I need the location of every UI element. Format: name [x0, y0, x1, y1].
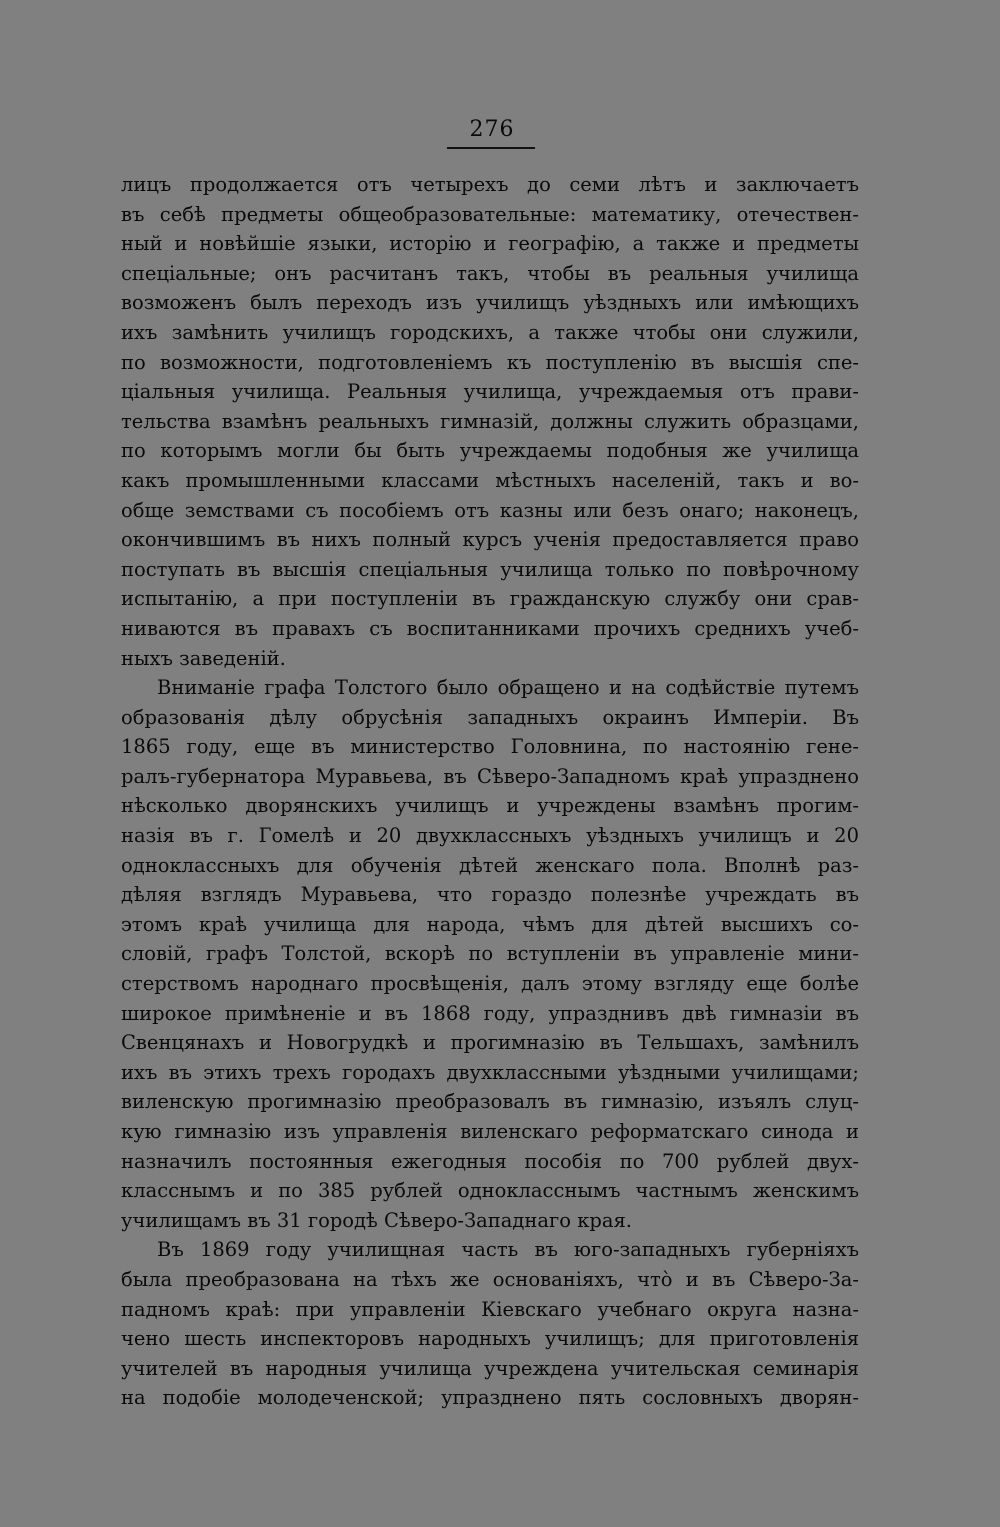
- text-line: окончившимъ въ нихъ полный курсъ ученія предоставляется право: [121, 528, 859, 552]
- text-line: въ себѣ предметы общеобразовательные: математику, отечествен-: [121, 202, 859, 226]
- text-line: широкое примѣненіе и въ 1868 году, упразднивъ двѣ гимназіи въ: [121, 1001, 859, 1025]
- text-line: ралъ-губернатора Муравьева, въ Сѣверо-Западномъ краѣ упразднено: [121, 764, 859, 788]
- text-line: дѣляя взглядъ Муравьева, что гораздо полезнѣе учреждать въ: [121, 883, 859, 907]
- text-line: ныхъ заведеній.: [121, 646, 286, 670]
- text-line: чено шесть инспекторовъ народныхъ училищъ; для приготовленія: [121, 1327, 859, 1351]
- text-line: класснымъ и по 385 рублей однокласснымъ частнымъ женскимъ: [121, 1179, 859, 1203]
- text-line: образованія дѣлу обрусѣнія западныхъ окраинъ Имперіи. Въ: [121, 705, 859, 729]
- paragraph: [121, 673, 859, 1235]
- text-line: возможенъ былъ переходъ изъ училищъ уѣздныхъ или имѣющихъ: [121, 291, 859, 315]
- text-line: виленскую прогимназію преобразовалъ въ гимназію, изъялъ слуц-: [121, 1090, 859, 1114]
- text-line: по которымъ могли бы быть учреждаемы подобныя же училища: [121, 439, 859, 463]
- text-line: по возможности, подготовленіемъ къ поступленію въ высшія спе-: [121, 350, 859, 374]
- text-line: ихъ въ этихъ трехъ городахъ двухклассными уѣздными училищами;: [121, 1060, 859, 1084]
- page-number-rule: [447, 147, 535, 149]
- paragraph: [121, 1235, 859, 1413]
- text-line: одноклассныхъ для обученія дѣтей женскаго пола. Вполнѣ раз-: [121, 853, 859, 877]
- text-line: какъ промышленными классами мѣстныхъ населеній, такъ и во-: [121, 468, 859, 492]
- text-line: тельства взамѣнъ реальныхъ гимназій, должны служить образцами,: [121, 409, 859, 433]
- text-line: нѣсколько дворянскихъ училищъ и учреждены взамѣнъ прогим-: [121, 794, 859, 818]
- text-line: Вниманіе графа Толстого было обращено и на содѣйствіе путемъ: [157, 676, 859, 700]
- text-line: училищамъ въ 31 городѣ Сѣверо-Западнаго края.: [121, 1208, 632, 1232]
- page-number: 276: [469, 117, 515, 142]
- text-line: словій, графъ Толстой, вскорѣ по вступленіи въ управленіе мини-: [121, 942, 859, 966]
- text-line: Въ 1869 году училищная часть въ юго-западныхъ губерніяхъ: [157, 1238, 859, 1262]
- text-line: назначилъ постоянныя ежегодныя пособія по 700 рублей двух-: [121, 1149, 859, 1173]
- text-line: Свенцянахъ и Новогрудкѣ и прогимназію въ Тельшахъ, замѣнилъ: [121, 1031, 859, 1055]
- text-line: на подобіе молодеченской; упразднено пять сословныхъ дворян-: [121, 1386, 859, 1410]
- paragraph: [121, 170, 859, 673]
- text-line: обще земствами съ пособіемъ отъ казны или безъ онаго; наконецъ,: [121, 498, 859, 522]
- text-line: этомъ краѣ училища для народа, чѣмъ для дѣтей высшихъ со-: [121, 912, 859, 936]
- text-line: ціальныя училища. Реальныя училища, учреждаемыя отъ прави-: [121, 380, 859, 404]
- text-line: ный и новѣйшіе языки, исторію и географію, а также и предметы: [121, 232, 859, 256]
- text-line: ихъ замѣнить училищъ городскихъ, а также чтобы они служили,: [121, 320, 859, 344]
- body-text: [121, 170, 859, 1413]
- text-line: ниваются въ правахъ съ воспитанниками прочихъ среднихъ учеб-: [121, 616, 859, 640]
- text-line: 1865 году, еще въ министерство Головнина, по настоянію гене-: [121, 735, 859, 759]
- text-line: стерствомъ народнаго просвѣщенія, далъ этому взгляду еще болѣе: [121, 972, 859, 996]
- text-line: лицъ продолжается отъ четырехъ до семи лѣтъ и заключаетъ: [121, 173, 859, 196]
- text-line: поступать въ высшія спеціальныя училища только по повѣрочному: [121, 557, 859, 581]
- text-line: кую гимназію изъ управленія виленскаго реформатскаго синода и: [121, 1120, 859, 1143]
- text-line: испытанію, а при поступленіи въ гражданскую службу они срав-: [121, 587, 859, 611]
- text-line: была преобразована на тѣхъ же основаніяхъ, что̀ и въ Сѣверо-За-: [121, 1267, 859, 1291]
- text-line: падномъ краѣ: при управленіи Кіевскаго учебнаго округа назна-: [121, 1297, 859, 1321]
- text-line: спеціальные; онъ расчитанъ такъ, чтобы въ реальныя училища: [121, 261, 859, 285]
- text-line: назія въ г. Гомелѣ и 20 двухклассныхъ уѣздныхъ училищъ и 20: [121, 824, 859, 848]
- text-line: учителей въ народныя училища учреждена учительская семинарія: [121, 1356, 859, 1380]
